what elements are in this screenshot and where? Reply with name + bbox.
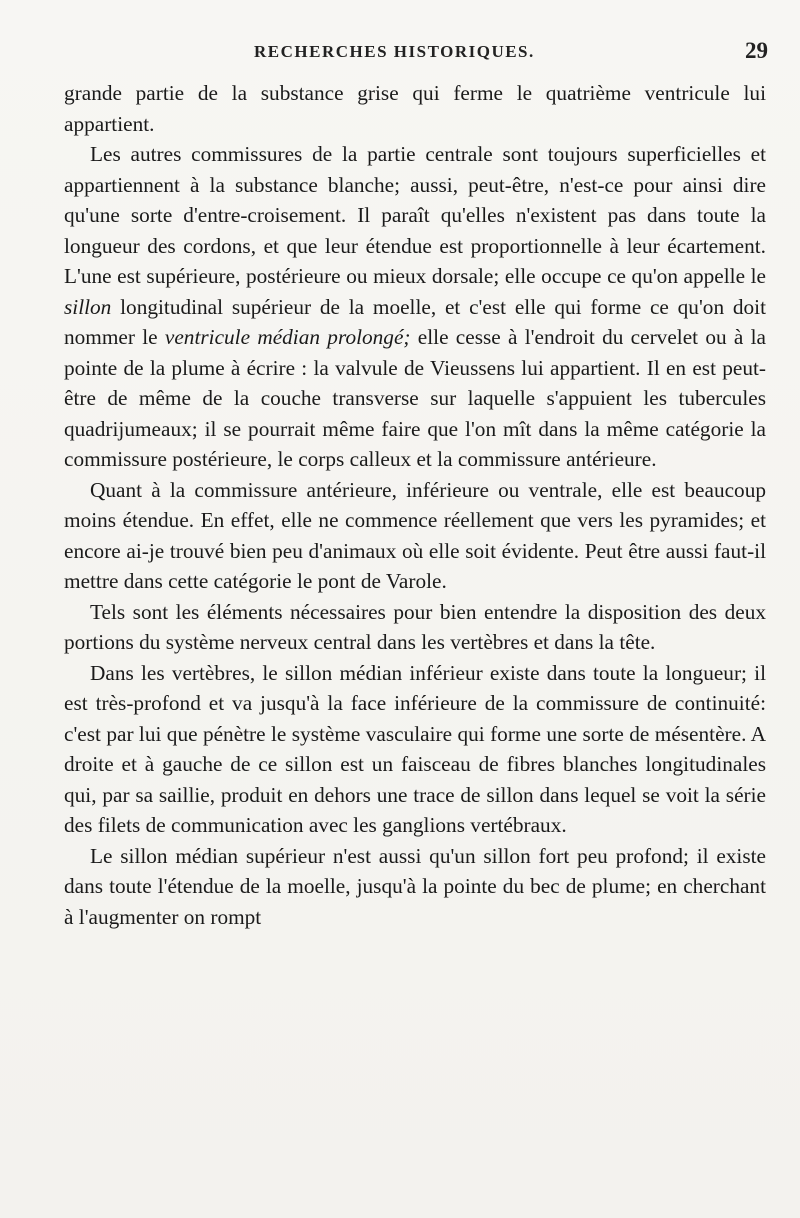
- text-run: Le sillon médian supérieur n'est aussi qu'un sillon fort peu profond; il existe dans toute l'étendue de la moelle, jusqu'à la pointe du bec de plume; en cherchant à l'augmenter on rompt: [64, 843, 766, 929]
- running-head: RECHERCHES HISTORIQUES.: [254, 42, 535, 61]
- text-run: Dans les vertèbres, le sillon médian inférieur existe dans toute la longueur; il est très-profond et va jusqu'à la face inférieure de la commissure de continuité: c'est par lui que pénètre le système vasculaire qui forme une sorte de mésentère. A droite et à gauche de ce sillon est un faisceau de fibres blanches longitudinales qui, par sa saillie, produit en dehors une trace de sillon dans lequel se voit la série des filets de communication avec les ganglions vertébraux.: [64, 660, 766, 837]
- text-run: grande partie de la substance grise qui ferme le quatrième ventricule lui appartient.: [64, 81, 766, 136]
- body-text: [64, 78, 766, 932]
- text-run: Tels sont les éléments nécessaires pour bien entendre la disposition des deux portions du système nerveux central dans les vertèbres et dans la tête.: [64, 599, 766, 654]
- paragraph: [64, 139, 766, 475]
- text-run: Quant à la commissure antérieure, inférieure ou ventrale, elle est beaucoup moins étendue. En effet, elle ne commence réellement que vers les pyramides; et encore ai-je trouvé bien peu d'animaux où elle soit évidente. Peut être aussi faut-il mettre dans cette catégorie le pont de Varole.: [64, 477, 766, 593]
- paragraph: [64, 475, 766, 597]
- text-run: elle cesse à l'endroit du cervelet ou à la pointe de la plume à écrire : la valvule de Vieussens lui appartient. Il en est peut-être de même de la couche transverse sur laquelle s'appuient les tubercules quadrijumeaux; il se pourrait même faire que l'on mît dans la même catégorie la commissure postérieure, le corps calleux et la commissure antérieure.: [64, 325, 767, 471]
- italic-term: ventricule médian prolongé;: [164, 325, 411, 349]
- paragraph: [64, 841, 766, 933]
- text-run: longitudinal supérieur de la moelle, et c'est elle qui forme ce qu'on doit nommer le: [64, 294, 766, 349]
- paragraph: [64, 658, 766, 841]
- italic-term: sillon: [64, 294, 112, 319]
- page-header: [64, 38, 766, 78]
- paragraph: [64, 597, 766, 658]
- page-number: 29: [745, 38, 768, 63]
- paragraph: [64, 78, 766, 139]
- text-run: Les autres commissures de la partie centrale sont toujours superficielles et appartiennent à la substance blanche; aussi, peut-être, n'est-ce pour ainsi dire qu'une sorte d'entre-croisement. Il paraît qu'elles n'existent pas dans toute la longueur des cordons, et que leur étendue est proportionnelle à leur écartement. L'une est supérieure, postérieure ou mieux dorsale; elle occupe ce qu'on appelle le: [64, 142, 766, 288]
